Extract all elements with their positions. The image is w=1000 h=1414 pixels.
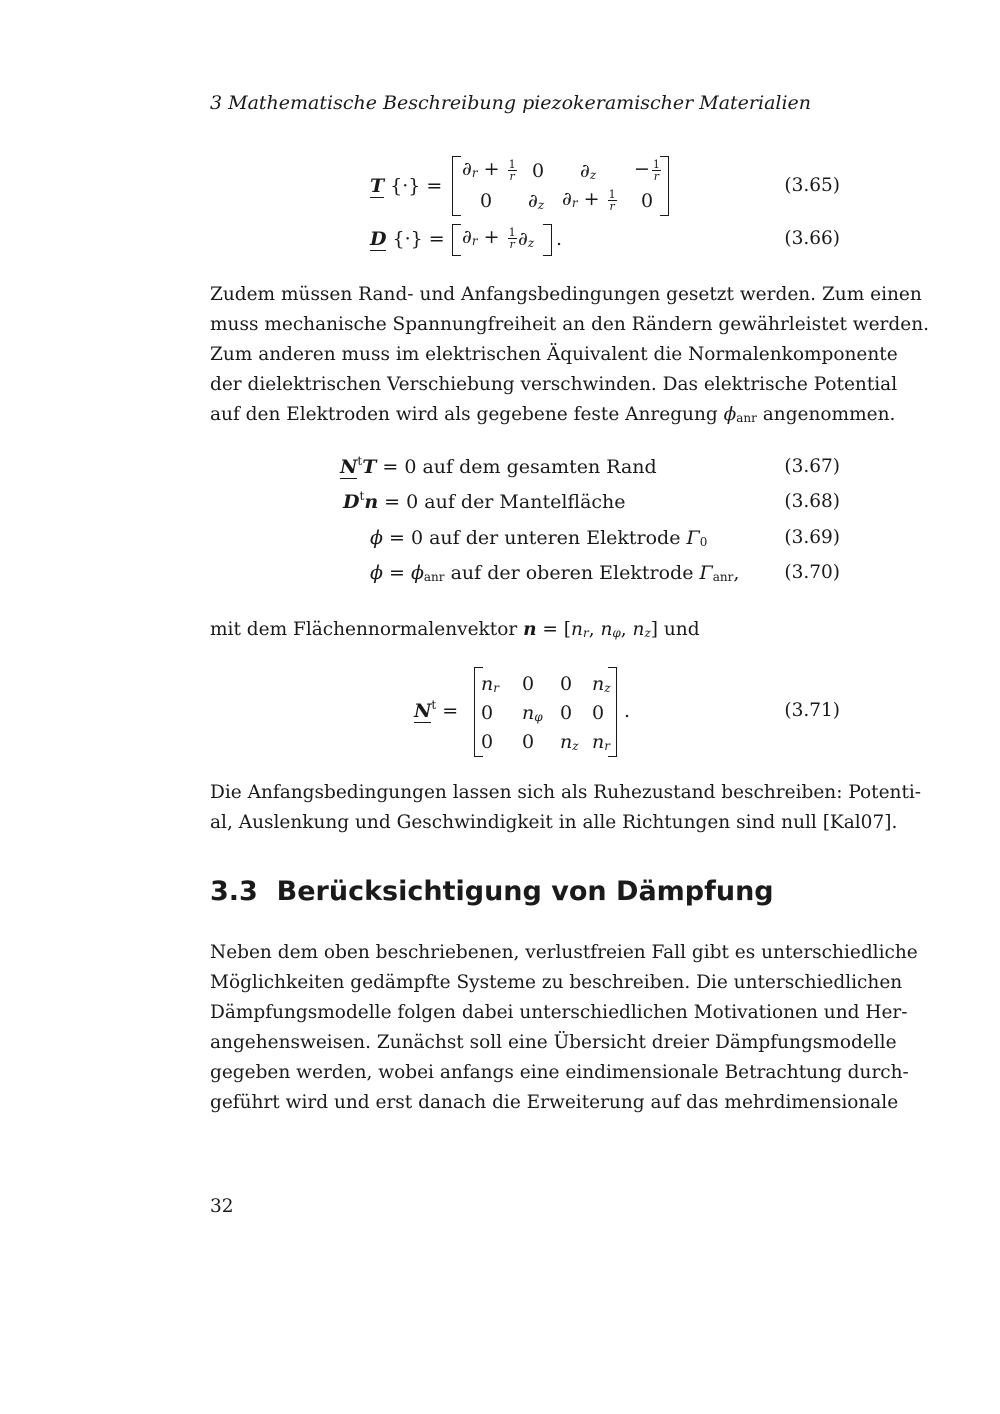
eq366-lhs: D {·} = <box>370 228 445 250</box>
section-title: Berücksichtigung von Dämpfung <box>276 876 774 907</box>
paragraph-boundary-conditions <box>210 280 929 430</box>
eq366-c2: $\partial_z$ <box>518 228 535 250</box>
text-line: geführt wird und erst danach die Erweiterung auf das mehrdimensionale <box>210 1092 899 1113</box>
eq371-period: . <box>624 700 631 722</box>
eq367-number: (3.67) <box>784 456 840 477</box>
eq366-number: (3.66) <box>784 228 840 249</box>
running-header: 3 Mathematische Beschreibung piezokeramischer Materialien <box>210 92 812 114</box>
text-line: Zum anderen muss im elektrischen Äquivalent die Normalenkomponente <box>210 344 898 365</box>
eq371-cell: 0 <box>592 702 605 724</box>
eq370-number: (3.70) <box>784 562 840 583</box>
eq365-r2c3: $\partial_r$ + $\frac{1}{r}$ <box>562 187 616 213</box>
text-line: angehensweisen. Zunächst soll eine Übersicht dreier Dämpfungsmodelle <box>210 1032 897 1053</box>
eq365-r2c2: $\partial_z$ <box>528 190 545 212</box>
eq371-cell: $n_\varphi$ <box>522 702 543 724</box>
text-line: auf den Elektroden wird als gegebene feste Anregung $\phi_{anr}$ angenommen. <box>210 404 896 425</box>
eq368-number: (3.68) <box>784 491 840 512</box>
text-line: Zudem müssen Rand- und Anfangsbedingungen gesetzt werden. Zum einen <box>210 284 922 305</box>
eq371-number: (3.71) <box>784 700 840 721</box>
eq366-c1: $\partial_r$ + $\frac{1}{r}$ <box>462 225 516 251</box>
eq366-right-bracket <box>543 224 552 256</box>
section-number: 3.3 <box>210 876 258 907</box>
text-line: Möglichkeiten gedämpfte Systeme zu beschreiben. Die unterschiedlichen <box>210 972 903 993</box>
eq369-number: (3.69) <box>784 527 840 548</box>
section-heading <box>210 876 774 907</box>
eq371-right-bracket <box>608 667 617 757</box>
eq365-r1c2: 0 <box>532 160 545 182</box>
eq371-cell: $n_z$ <box>560 731 579 753</box>
text-line: gegeben werden, wobei anfangs eine eindimensionale Betrachtung durch- <box>210 1062 909 1083</box>
eq365-lhs: T {·} = <box>370 175 443 197</box>
equation-3-67: $N^tT = 0$ auf dem gesamten Rand <box>340 454 657 478</box>
page-number: 32 <box>210 1196 234 1217</box>
text-line: mit dem Flächennormalenvektor $n = [n_r$, $n_\varphi$, $n_z$] und <box>210 619 700 640</box>
text-line: Die Anfangsbedingungen lassen sich als Ruhezustand beschreiben: Potenti- <box>210 782 922 803</box>
eq371-cell: 0 <box>481 702 494 724</box>
equation-3-69: ϕ = 0 auf der unteren Elektrode $\Gamma_0$ <box>370 527 708 549</box>
eq371-cell: $n_r$ <box>481 673 499 695</box>
eq371-cell: 0 <box>481 731 494 753</box>
text-line: muss mechanische Spannungfreiheit an den Rändern gewährleistet werden. <box>210 314 929 335</box>
text-line: der dielektrischen Verschiebung verschwinden. Das elektrische Potential <box>210 374 898 395</box>
eq371-cell: 0 <box>560 702 573 724</box>
eq366-left-bracket <box>452 224 461 256</box>
eq371-cell: 0 <box>522 673 535 695</box>
eq365-r1c1: $\partial_r$ + $\frac{1}{r}$ <box>462 157 516 183</box>
eq365-r2c1: 0 <box>480 190 493 212</box>
eq365-r1c4: − $\frac{1}{r}$ <box>634 157 660 183</box>
eq371-cell: $n_r$ <box>592 731 610 753</box>
eq365-r1c3: $\partial_z$ <box>580 160 597 182</box>
eq365-right-bracket <box>660 156 669 216</box>
eq371-cell: $n_z$ <box>592 673 611 695</box>
eq366-period: . <box>556 228 563 250</box>
eq365-left-bracket <box>452 156 461 216</box>
eq371-cell: 0 <box>522 731 535 753</box>
equation-3-70: $\phi = \phi_{anr}$ auf der oberen Elektrode $\Gamma_{anr}$, <box>370 562 740 584</box>
paragraph-normal-vector <box>210 615 840 645</box>
equation-3-68: $D^tn = 0$ auf der Mantelfläche <box>343 489 626 513</box>
eq371-cell: 0 <box>560 673 573 695</box>
eq365-r2c4: 0 <box>641 190 654 212</box>
paragraph-damping-intro <box>210 938 918 1118</box>
eq371-lhs: $N^t$ = <box>414 698 459 722</box>
text-line: al, Auslenkung und Geschwindigkeit in alle Richtungen sind null [Kal07]. <box>210 812 898 833</box>
paragraph-initial-conditions <box>210 778 922 838</box>
text-line: Dämpfungsmodelle folgen dabei unterschiedlichen Motivationen und Her- <box>210 1002 908 1023</box>
eq365-number: (3.65) <box>784 175 840 196</box>
text-line: Neben dem oben beschriebenen, verlustfreien Fall gibt es unterschiedliche <box>210 942 918 963</box>
